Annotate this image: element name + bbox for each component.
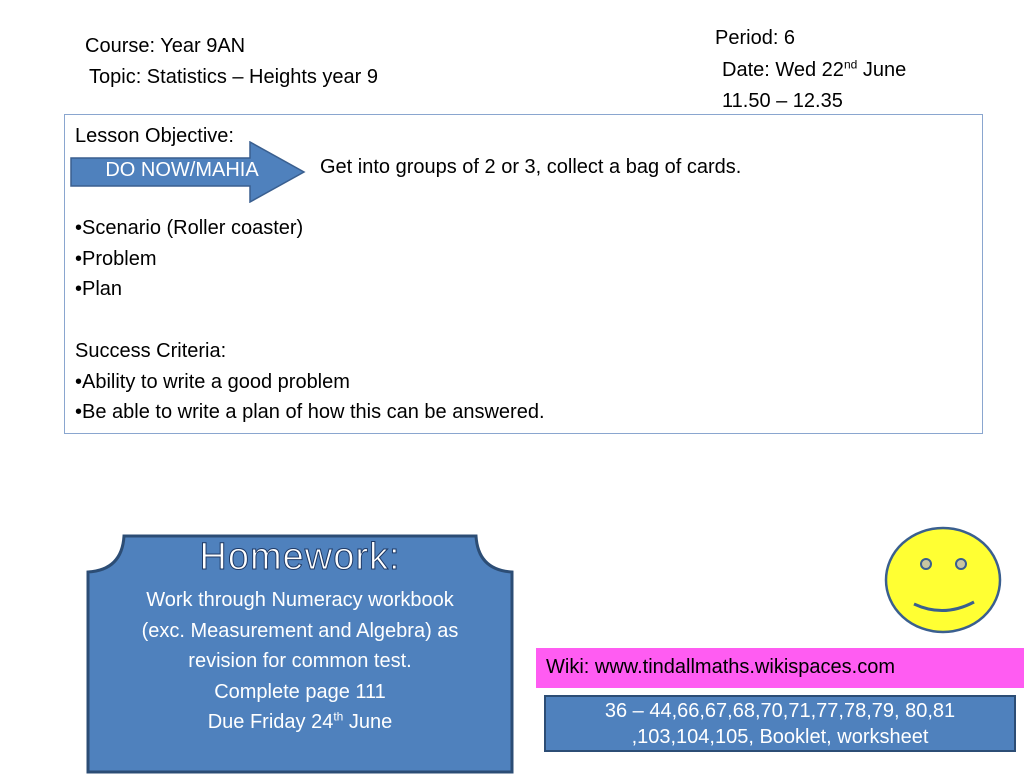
do-now-label: DO NOW/MAHIA [105, 159, 259, 181]
topic-label: Topic: Statistics – Heights year 9 [89, 66, 379, 88]
wiki-link[interactable]: Wiki: www.tindallmaths.wikispaces.com [536, 648, 1024, 688]
list-item: •Problem [75, 247, 157, 270]
due-sup: th [333, 709, 344, 724]
list-item: •Ability to write a good problem [75, 370, 350, 393]
due-prefix: Due Friday 24 [207, 711, 334, 733]
date-prefix: Date: Wed 22 [722, 59, 844, 81]
homework-text: Work through Numeracy workbook (exc. Measurement and Algebra) as revision for common test. [141, 589, 459, 672]
list-item: •Be able to write a plan of how this can be answered. [75, 401, 545, 424]
success-criteria-heading: Success Criteria: [75, 339, 227, 362]
objective-list [75, 213, 545, 428]
list-item: •Plan [75, 278, 123, 301]
homework-questions-box: 36 – 44,66,67,68,70,71,77,78,79, 80,81 ,103,104,105, Booklet, worksheet [544, 695, 1016, 752]
homework-body [130, 585, 470, 738]
list-item: •Scenario (Roller coaster) [75, 217, 304, 239]
date-month: June [857, 59, 907, 81]
lesson-objective-heading: Lesson Objective: [75, 125, 234, 147]
date-suffix-sup: nd [843, 57, 858, 72]
time-label: 11.50 – 12.35 [722, 90, 843, 112]
period-label: Period: 6 [715, 27, 796, 49]
smiley-face-icon [884, 526, 1002, 634]
date-label [722, 58, 906, 82]
instruction-text: Get into groups of 2 or 3, collect a bag of cards. [320, 156, 742, 178]
homework-page: Complete page 111 [214, 680, 386, 703]
course-label: Course: Year 9AN [85, 35, 246, 57]
due-month: June [343, 711, 393, 733]
homework-title: Homework: [199, 536, 401, 578]
homework-due [130, 707, 470, 738]
